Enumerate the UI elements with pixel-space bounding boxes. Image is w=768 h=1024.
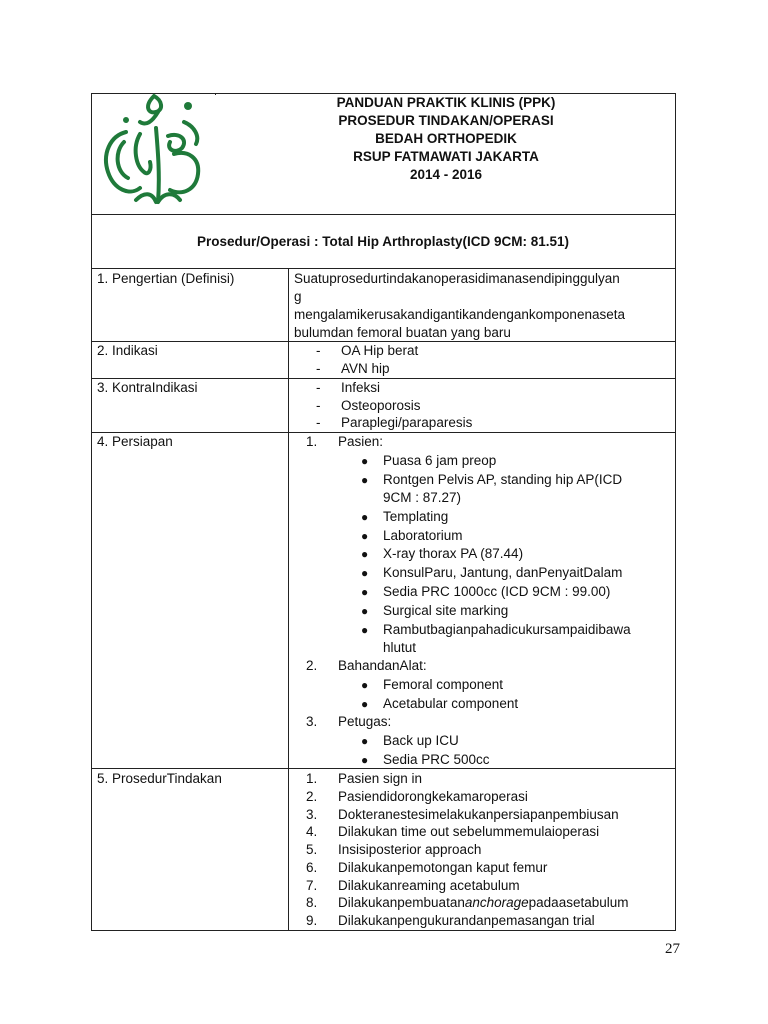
bullet-marker: ● — [361, 454, 369, 468]
step-text-part: Dilakukanpembuatan — [338, 895, 465, 910]
bullet-marker: ● — [361, 734, 369, 748]
bullet-marker: ● — [361, 473, 369, 487]
procedure-step: Dilakukanreaming acetabulum — [338, 878, 520, 893]
pasien-item: X-ray thorax PA (87.44) — [383, 546, 524, 561]
dash-marker: - — [316, 343, 321, 358]
step-number: 2. — [306, 789, 318, 804]
group-title-pasien: Pasien: — [338, 434, 384, 449]
definition-line-2: g — [294, 289, 302, 304]
bullet-marker: ● — [361, 529, 369, 543]
dash-marker: - — [316, 415, 321, 430]
procedure-step: Dilakukanpengukurandanpemasangan trial — [338, 913, 595, 928]
bullet-marker: ● — [361, 623, 369, 637]
step-number: 4. — [306, 824, 318, 839]
pasien-item-continued: hlutut — [383, 640, 417, 655]
pasien-item: KonsulParu, Jantung, danPenyaitDalam — [383, 565, 623, 580]
row-label-prosedur: 5. ProsedurTindakan — [97, 771, 222, 786]
step-text-part: padaasetabulum — [528, 895, 629, 910]
procedure-step: Dokteranestesimelakukanpersiapanpembiusan — [338, 807, 619, 822]
group-number: 1. — [306, 434, 318, 449]
row-divider-3 — [91, 432, 676, 433]
definition-line-1: Suatuprosedurtindakanoperasidimanasendipinggulyan — [294, 271, 620, 286]
document-header — [216, 94, 676, 184]
step-number: 1. — [306, 771, 318, 786]
page-number: 27 — [665, 941, 680, 957]
step-number: 9. — [306, 913, 318, 928]
dash-marker: - — [316, 398, 321, 413]
procedure-step-anchorage — [338, 894, 628, 912]
petugas-item: Sedia PRC 500cc — [383, 752, 490, 767]
header-line-rsup: RSUP FATMAWATI JAKARTA — [353, 149, 539, 164]
row-label-pengertian: 1. Pengertian (Definisi) — [97, 271, 235, 286]
row-label-indikasi: 2. Indikasi — [97, 343, 158, 358]
pasien-item: Templating — [383, 509, 449, 524]
group-number: 2. — [306, 658, 318, 673]
bullet-marker: ● — [361, 753, 369, 767]
row-label-persiapan: 4. Persiapan — [97, 434, 173, 449]
procedure-title: Prosedur/Operasi : Total Hip Arthroplasty(ICD 9CM: 81.51) — [196, 234, 570, 249]
column-divider — [288, 268, 289, 931]
header-line-years: 2014 - 2016 — [409, 167, 483, 182]
bullet-marker: ● — [361, 510, 369, 524]
rsf-logo — [96, 92, 216, 214]
bullet-marker: ● — [361, 697, 369, 711]
step-number: 7. — [306, 878, 318, 893]
pasien-item: Surgical site marking — [383, 603, 509, 618]
pasien-item: Sedia PRC 1000cc (ICD 9CM : 99.00) — [383, 584, 611, 599]
step-text-italic: anchorage — [464, 895, 529, 910]
pasien-item: Puasa 6 jam preop — [383, 453, 497, 468]
bullet-marker: ● — [361, 585, 369, 599]
header-line-ppk: PANDUAN PRAKTIK KLINIS (PPK) — [336, 95, 556, 110]
procedure-step: Pasiendidorongkekamaroperasi — [338, 789, 528, 804]
procedure-step: Pasien sign in — [338, 771, 423, 786]
bullet-marker: ● — [361, 678, 369, 692]
group-title-bahan: BahandanAlat: — [338, 658, 427, 673]
definition-line-3: mengalamikerusakandigantikandengankomponenaseta — [294, 307, 625, 322]
pasien-item: Rontgen Pelvis AP, standing hip AP(ICD — [383, 472, 623, 487]
step-number: 5. — [306, 842, 318, 857]
group-title-petugas: Petugas: — [338, 714, 392, 729]
petugas-item: Back up ICU — [383, 733, 459, 748]
pasien-item-continued: 9CM : 87.27) — [383, 490, 462, 505]
pasien-item: Laboratorium — [383, 528, 463, 543]
kontraindikasi-item: Paraplegi/paraparesis — [341, 415, 473, 430]
kontraindikasi-item: Osteoporosis — [341, 398, 421, 413]
header-line-bedah: BEDAH ORTHOPEDIK — [375, 131, 517, 146]
bahan-item: Femoral component — [383, 677, 504, 692]
procedure-step: Insisiposterior approach — [338, 842, 482, 857]
dash-marker: - — [316, 380, 321, 395]
step-number: 6. — [306, 860, 318, 875]
dash-marker: - — [316, 361, 321, 376]
bullet-marker: ● — [361, 566, 369, 580]
group-number: 3. — [306, 714, 318, 729]
kontraindikasi-item: Infeksi — [341, 380, 381, 395]
header-line-prosedur: PROSEDUR TINDAKAN/OPERASI — [338, 113, 554, 128]
procedure-step: Dilakukan time out sebelummemulaioperasi — [338, 824, 600, 839]
step-number: 3. — [306, 807, 318, 822]
indikasi-item: AVN hip — [341, 361, 390, 376]
procedure-step: Dilakukanpemotongan kaput femur — [338, 860, 548, 875]
pasien-item: Rambutbagianpahadicukursampaidibawa — [383, 622, 631, 637]
title-divider — [91, 268, 676, 269]
bahan-item: Acetabular component — [383, 696, 519, 711]
step-number: 8. — [306, 895, 318, 910]
header-divider — [91, 214, 676, 215]
bullet-marker: ● — [361, 547, 369, 561]
indikasi-item: OA Hip berat — [341, 343, 419, 358]
bullet-marker: ● — [361, 604, 369, 618]
row-label-kontraindikasi: 3. KontraIndikasi — [97, 380, 198, 395]
definition-line-4: bulumdan femoral buatan yang baru — [294, 325, 511, 340]
